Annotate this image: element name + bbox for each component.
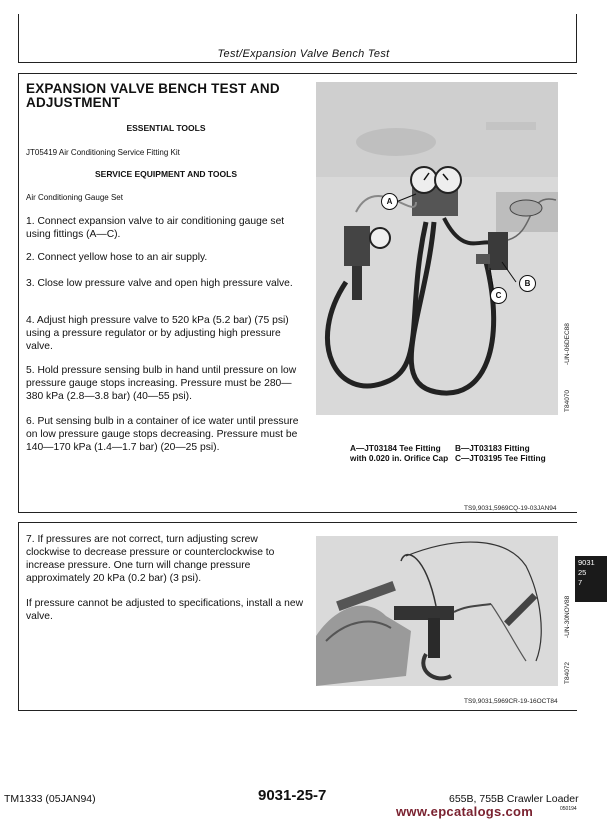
- caption-b: B—JT03183 Fitting: [455, 443, 530, 453]
- gauge-set-photo: [316, 82, 558, 415]
- running-title: Test/Expansion Valve Bench Test: [217, 48, 390, 60]
- footer-machine-name: 655B, 755B Crawler Loader: [449, 793, 579, 805]
- figure1-side-ref: -UN-06DEC88: [564, 323, 571, 365]
- step-7: 7. If pressures are not correct, turn adjusting screw clockwise to decrease pressure or counterclockwise to increase pressure. One turn will change pressure approximately 20 kPa (0.2 bar) (3 psi).: [26, 534, 275, 584]
- section2-top-rule: [18, 522, 577, 523]
- callout-a-label: A: [386, 197, 393, 206]
- step-4: 4. Adjust high pressure valve to 520 kPa (5.2 bar) (75 psi) using a pressure regulator or by adjusting high pressure valve.: [26, 315, 289, 352]
- figure2-side-ref: -UN-30NOV88: [564, 595, 571, 638]
- figure2-side-number: T84072: [564, 661, 571, 684]
- header-bottom-rule: [18, 62, 577, 63]
- section1-bottom-rule: [18, 512, 577, 513]
- footer-small-code: 050194: [560, 806, 577, 812]
- step-1: 1. Connect expansion valve to air conditioning gauge set using fittings (A—C).: [26, 216, 285, 240]
- step-2: 2. Connect yellow hose to an air supply.: [26, 252, 208, 263]
- section-heading: EXPANSION VALVE BENCH TEST AND ADJUSTMENT: [26, 81, 280, 110]
- watermark-link[interactable]: www.epcatalogs.com: [396, 804, 534, 819]
- figure1-side-number: T84070: [564, 389, 571, 412]
- step-3: 3. Close low pressure valve and open high pressure valve.: [26, 278, 293, 289]
- valve-adjust-photo: [316, 536, 558, 686]
- step-6: 6. Put sensing bulb in a container of ice water until pressure on low pressure gauge stops decreasing. Pressure must be 140—170 kPa (1.4—1.7 bar) (20—25 psi).: [26, 416, 299, 453]
- essential-tool-item: JT05419 Air Conditioning Service Fitting Kit: [26, 148, 180, 157]
- caption-c: C—JT03195 Tee Fitting: [455, 453, 546, 463]
- section1-top-rule: [18, 73, 577, 74]
- section-tab-line3: 7: [578, 578, 583, 587]
- section-tab: [575, 556, 607, 602]
- section-tab-line2: 25: [578, 568, 587, 577]
- callout-b-label: B: [524, 279, 531, 288]
- caption-a: A—JT03184 Tee Fitting with 0.020 in. Orifice Cap: [350, 443, 449, 463]
- callout-c: [490, 287, 507, 304]
- section2-ref-code: TS9,9031,5969CR-19-16OCT84: [464, 698, 558, 705]
- step-new-valve: If pressure cannot be adjusted to specifications, install a new valve.: [26, 598, 304, 622]
- callout-b: [519, 275, 536, 292]
- service-equipment-item: Air Conditioning Gauge Set: [26, 193, 123, 202]
- service-equipment-heading: SERVICE EQUIPMENT AND TOOLS: [94, 169, 237, 179]
- footer-manual-id: TM1333 (05JAN94): [4, 793, 96, 805]
- callout-a: [381, 193, 398, 210]
- section2-bottom-rule: [18, 710, 577, 711]
- section1-left-rule: [18, 73, 19, 513]
- section2-left-rule: [18, 522, 19, 711]
- footer-page-number: 9031-25-7: [258, 787, 327, 804]
- essential-tools-heading: ESSENTIAL TOOLS: [126, 123, 206, 133]
- section1-ref-code: TS9,9031,5969CQ-19-03JAN94: [464, 505, 557, 512]
- section-tab-line1: 9031: [578, 558, 595, 567]
- step-5: 5. Hold pressure sensing bulb in hand until pressure on low pressure gauge stops increasing. Pressure must be 280—380 kPa (2.8—3.8 bar) (40—55 psi).: [26, 365, 297, 402]
- callout-c-label: C: [495, 291, 502, 300]
